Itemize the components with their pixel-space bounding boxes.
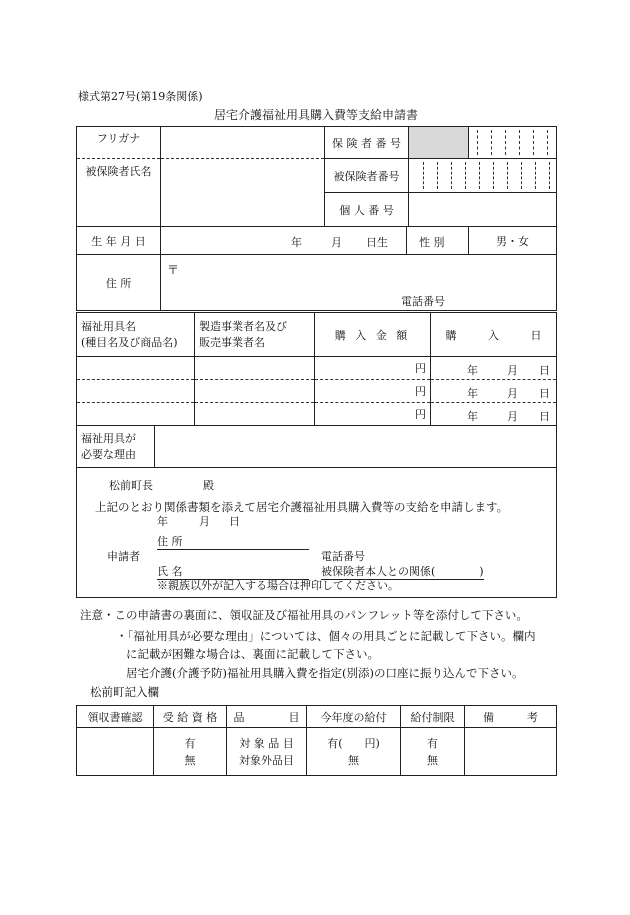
postal-mark: 〒 [167,263,180,277]
date-cell[interactable] [431,357,557,380]
office-use-label: 松前町記入欄 [90,685,159,699]
addressee: 松前町長 [109,479,153,492]
qualification-header: 受 給 資 格 [154,706,227,728]
year-label: 年 [467,410,478,423]
phone-label: 電話番号 [401,295,445,308]
note-line-1: 注意・この申請書の裏面に、領収証及び福祉用具のパンフレット等を添付して下さい。 [80,608,528,622]
reason-field[interactable] [155,426,557,468]
maker-cell[interactable] [195,380,315,403]
date-header: 購 入 日 [431,313,557,357]
month-label: 月 [507,364,518,377]
insured-number-digits[interactable] [409,159,557,193]
maker-cell[interactable] [195,403,315,426]
limit-header: 給付制限 [401,706,465,728]
application-block [76,467,557,598]
day-label: 日 [539,410,550,423]
personal-number-field[interactable] [409,193,557,227]
item-header: 品 目 [227,706,307,728]
application-day: 日 [229,515,240,528]
year-label: 年 [467,364,478,377]
birth-month-label: 月 [331,236,342,249]
reason-table [76,425,557,468]
birth-date-field[interactable] [161,227,469,255]
receipt-check-header: 領収書確認 [77,706,154,728]
relation-field[interactable]: 被保険者本人との関係( ) [321,565,484,578]
table-row [77,403,557,426]
day-label: 日 [539,364,550,377]
receipt-check-cell[interactable] [77,728,154,776]
insured-name-field[interactable] [161,159,325,227]
item-cell[interactable] [227,728,307,776]
qualification-no: 無 [184,753,196,767]
seal-note: ※親族以外が記入する場合は押印してください。 [157,579,399,592]
month-label: 月 [507,410,518,423]
maker-cell[interactable] [195,357,315,380]
day-label: 日 [539,387,550,400]
personal-number-label: 個 人 番 号 [325,193,409,227]
applicant-info-table [76,126,557,311]
qualification-cell[interactable] [154,728,227,776]
applicant-address-line[interactable] [157,533,309,550]
birth-date-label: 生 年 月 日 [77,227,161,255]
insured-number-label: 被保険者番号 [325,159,409,193]
insurer-number-label: 保 険 者 番 号 [325,127,409,159]
table-row [77,380,557,403]
insurer-number-digits[interactable] [469,127,557,159]
address-label: 住 所 [77,255,161,311]
item-name-cell[interactable] [77,380,195,403]
form-number: 様式第27号(第19条関係) [78,90,203,103]
item-name-cell[interactable] [77,403,195,426]
amount-header: 購 入 金 額 [315,313,431,357]
item-name-header: 福祉用具名 (種目名及び商品名) [77,313,195,357]
qualification-yes: 有 [184,736,196,750]
furigana-label: フリガナ [77,127,161,159]
remarks-header: 備 考 [465,706,557,728]
applicant-address-label: 住 所 [157,535,183,548]
honorific: 殿 [203,479,214,492]
sex-field[interactable]: 男・女 [469,227,557,255]
amount-cell[interactable]: 円 [315,357,431,380]
applicant-label: 申請者 [107,550,140,563]
sex-label: 性 別 [419,236,445,249]
office-table [76,705,557,776]
limit-cell[interactable] [401,728,465,776]
applicant-phone-label: 電話番号 [321,550,365,563]
birth-day-label: 日生 [366,236,388,249]
table-row [77,357,557,380]
limit-no: 無 [427,753,438,767]
items-table [76,312,557,426]
item-nontarget: 対象外品目 [239,753,294,767]
insurer-number-field[interactable] [409,127,469,159]
note-line-3: に記載が困難な場合は、裏面に記載して下さい。 [126,647,379,661]
item-target: 対 象 品 目 [239,736,294,750]
address-field[interactable] [161,255,557,311]
item-name-cell[interactable] [77,357,195,380]
reason-label: 福祉用具が 必要な理由 [77,426,155,468]
amount-cell[interactable]: 円 [315,380,431,403]
application-month: 月 [199,515,210,528]
benefit-no: 無 [348,753,359,767]
maker-header: 製造事業者名及び 販売事業者名 [195,313,315,357]
furigana-field[interactable] [161,127,325,159]
month-label: 月 [507,387,518,400]
application-statement: 上記のとおり関係書類を添えて居宅介護福祉用具購入費等の支給を申請します。 [95,500,509,514]
remarks-cell[interactable] [465,728,557,776]
benefit-yes: 有( 円) [327,736,380,750]
benefit-header: 今年度の給付 [307,706,401,728]
date-cell[interactable] [431,380,557,403]
form-title: 居宅介護福祉用具購入費等支給申請書 [214,108,419,122]
insured-name-label: 被保険者氏名 [77,159,161,227]
note-line-2: ・「福祉用具が必要な理由」については、個々の用具ごとに記載して下さい。欄内 [116,629,536,643]
amount-cell[interactable]: 円 [315,403,431,426]
year-label: 年 [467,387,478,400]
note-line-4: 居宅介護(介護予防)福祉用具購入費を指定(別添)の口座に振り込んで下さい。 [126,666,524,680]
date-cell[interactable] [431,403,557,426]
birth-year-label: 年 [291,236,302,249]
applicant-name-label: 氏 名 [157,565,183,578]
application-year: 年 [157,515,168,528]
benefit-cell[interactable] [307,728,401,776]
limit-yes: 有 [427,736,438,750]
